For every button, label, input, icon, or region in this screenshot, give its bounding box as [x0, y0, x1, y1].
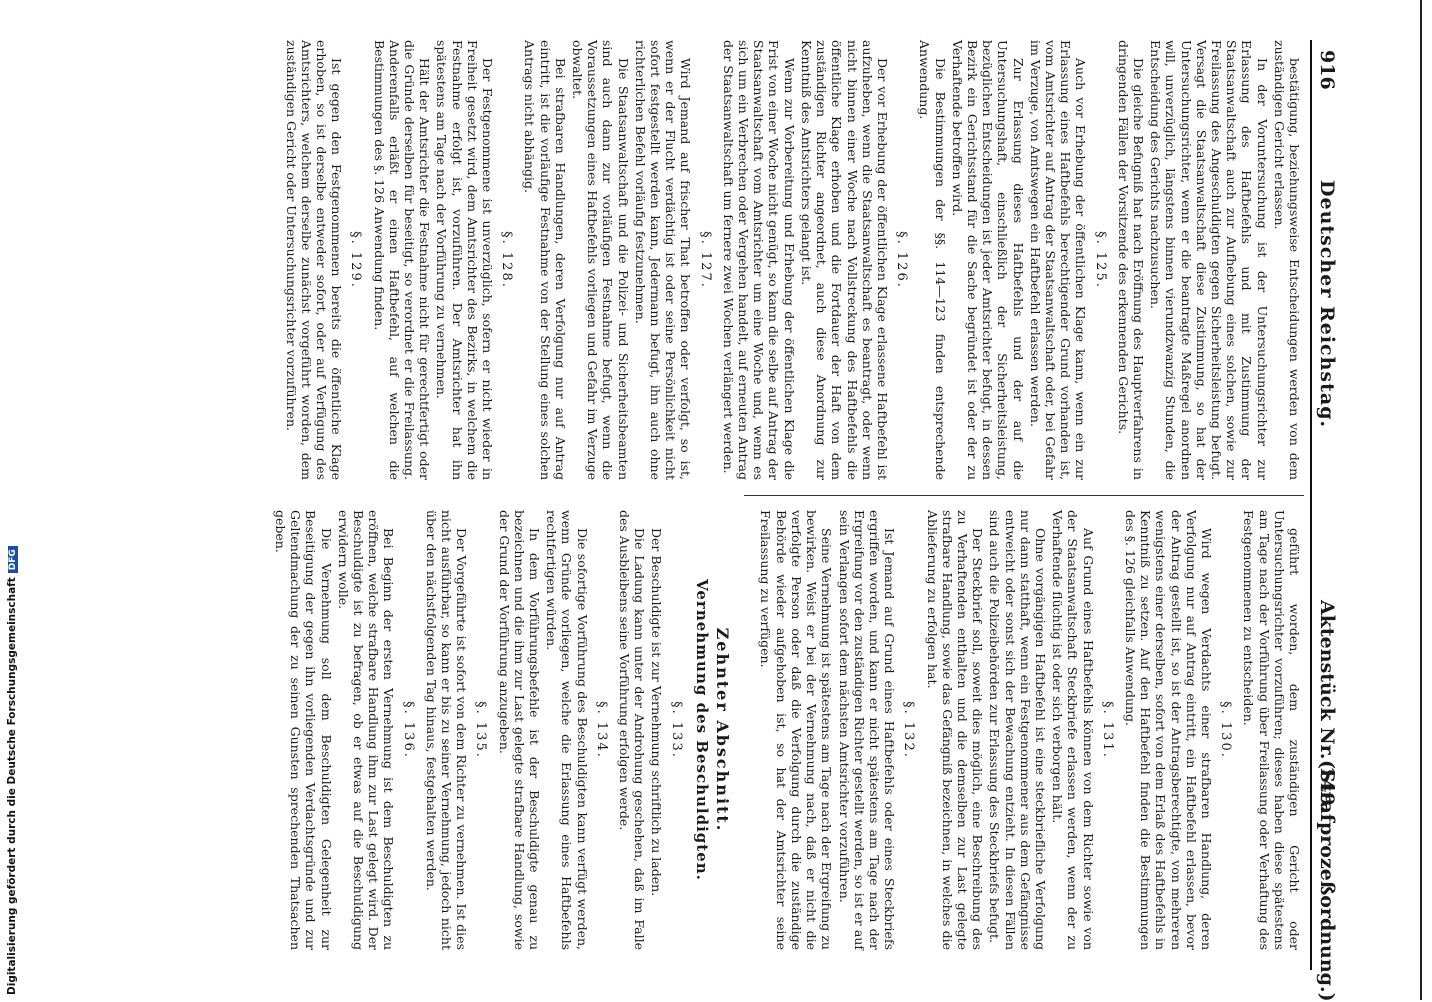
chapter-subheading: Vernehmung des Beschuldigten. [692, 579, 711, 881]
paragraph: Ohne vorgängigen Haftbefehl ist eine steckbriefliche Verfolgung nur dann statthaft, wenn ein Festgenommener aus dem Gefängnisse entweicht oder sonst sich der Bewachung entzieht. In diesen Fällen sind auch die Polizeibehörden zur Erlassung des Steckbriefs befugt. [987, 510, 1048, 950]
paragraph: Hält der Amtsrichter die Festnahme nicht für gerechtfertigt oder die Gründe derselben für beseitigt, so verordnet er die Freilassung. Anderenfalls erläßt er einen Haftbefehl, auf welchen die Bestimmungen des §. 126 Anwendung finden. [371, 40, 433, 480]
dfg-logo: DFG [8, 546, 18, 573]
paragraph: Der Steckbrief soll, soweit dies möglich, eine Beschreibung des zu Verhaftenden enthalten und die demselben zur Last gelegte strafbare Handlung, sowie das Gefängniß bezeichnen, in welches die Ablieferung zu erfolgen hat. [924, 510, 986, 950]
document-subject: (Strafprozeßordnung.) [1316, 760, 1338, 1002]
section-label: §. 135. [473, 701, 489, 759]
document-page [82, 40, 1342, 1002]
paragraph: Auf Grund eines Haftbefehls können von dem Richter sowie von der Staatsanwaltschaft Steckbriefe erlassen werden, wenn der zu Verhaftende flüchtig ist oder sich verborgen hält. [1050, 510, 1096, 950]
section-label: §. 129. [348, 231, 364, 289]
paragraph: Zur Erlassung dieses Haftbefehls und der auf die Untersuchungshaft, einschließlich der Sicherheitsleistung, bezüglichen Entscheidungen ist jeder Amtsrichter befugt, in dessen Bezirk ein Gerichtsstand für die Sache begründet ist oder der zu Verhaftende betroffen wird. [949, 40, 1026, 480]
right-column-lower [122, 510, 742, 950]
paragraph: In dem Vorführungsbefehle ist der Beschuldigte genau zu bezeichnen und die ihm zur Last gelegte strafbare Handlung, sowie der Grund der Vorführung anzugeben. [496, 510, 542, 950]
page-header [1310, 40, 1342, 1002]
left-column [283, 40, 1302, 480]
paragraph: Ist Jemand auf Grund eines Haftbefehls oder eines Steckbriefs ergriffen worden, und kann er nicht spätestens am Tage nach der Ergreifung vor den zuständigen Richter gestellt werden, so ist er auf sein Verlangen sofort dem nächsten Amtsrichter vorzuführen. [836, 510, 898, 950]
credit-text-wrapper [6, 549, 28, 995]
section-label: §. 134. [593, 701, 609, 759]
digitization-credit [4, 549, 30, 995]
column-divider [744, 495, 1304, 496]
paragraph: Die Ladung kann unter der Androhung geschehen, daß im Falle des Ausbleibens seine Vorführung erfolgen werde. [616, 510, 648, 950]
section-label: §. 128. [499, 231, 515, 289]
section-label: §. 126. [894, 231, 910, 289]
paragraph: Die Vernehmung soll dem Beschuldigten Gelegenheit zur Beseitigung der gegen ihn vorliegenden Verdachtsgründe und zur Geltendmachung der zu seinen Gunsten sprechenden Thatsachen geben. [272, 510, 334, 950]
paragraph: Der vor Erhebung der öffentlichen Klage erlassene Haftbefehl ist aufzuheben, wenn die Staatsanwaltschaft es beantragt, oder wenn nicht binnen einer Woche nach Vollstreckung des Haftbefehls die öffentliche Klage erhoben und die Fortdauer der Haft von dem zuständigen Richter angeordnet, auch diese Anordnung zur Kenntniß des Amtsrichters gelangt ist. [798, 40, 890, 480]
chapter-heading: Zehnter Abschnitt. [713, 627, 732, 833]
section-label: §. 136. [400, 701, 416, 759]
paragraph: Der Vorgeführte ist sofort von dem Richter zu vernehmen. Ist dies nicht ausführbar, so kann er bis zu seiner Vernehmung, jedoch nicht über den nächstfolgenden Tag hinaus, festgehalten werden. [423, 510, 470, 950]
paragraph: Der Beschuldigte ist zur Vernehmung schriftlich zu laden. [649, 528, 665, 897]
section-label: §. 127. [697, 231, 713, 289]
page-edge [1420, 0, 1422, 1000]
page-title: Deutscher Reichstag. [1316, 180, 1338, 429]
paragraph: Bei strafbaren Handlungen, deren Verfolgung nur auf Antrag eintritt, ist die vorläufige Festnahme von der Stellung eines solchen Antrags nicht abhängig. [522, 40, 568, 480]
paragraph: Auch vor Erhebung der öffentlichen Klage kann, wenn ein zur Erlassung eines Haftbefehls berechtigender Grund vorhanden ist, vom Amtsrichter auf Antrag der Staatsanwaltschaft oder, bei Gefahr im Verzuge, von Amtswegen ein Haftbefehl erlassen werden. [1027, 40, 1089, 480]
paragraph: geführt worden, dem zuständigen Gericht oder Untersuchungsrichter vorzuführen; dieses haben diese spätestens am Tage nach der Vorführung über Freilassung oder Verhaftung des Festgenommenen zu entscheiden. [1241, 510, 1302, 950]
credit-text: Digitalisierung gefördert durch die Deutsche Forschungsgemeinschaft [6, 577, 18, 995]
document-number: Aktenstück Nr. 149. [1316, 600, 1338, 813]
page-number: 916 [1316, 50, 1338, 90]
section-label: §. 130. [1218, 701, 1234, 759]
section-label: §. 132. [901, 701, 917, 759]
section-label: §. 131. [1099, 701, 1115, 759]
paragraph: Der Festgenommene ist unverzüglich, sofern er nicht wieder in Freiheit gesetzt wird, dem Amtsrichter des Bezirks, in welchem die Festnahme erfolgt ist, vorzuführen. Der Amtsrichter hat ihn spätestens am Tage nach der Vorführung zu vernehmen. [434, 40, 496, 480]
paragraph: Seine Vernehmung ist spätestens am Tage nach der Ergreifung zu bewirken. Weist er bei der Vernehmung nach, daß er nicht die verfolgte Person oder daß die Verfolgung durch die zuständige Behörde wieder aufgehoben ist, so hat der Amtsrichter seine Freilassung zu verfügen. [758, 510, 835, 950]
paragraph: Die Bestimmungen der §§. 114—123 finden entsprechende Anwendung. [917, 40, 948, 480]
paragraph: In der Voruntersuchung ist der Untersuchungsrichter zur Erlassung des Haftbefehls und mit Zustimmung der Staatsanwaltschaft auch zur Aufhebung eines solchen, sowie zur Freilassung des Angeschuldigten gegen Sicherheitsleistung befugt. Versagt die Staatsanwaltschaft diese Zustimmung, so hat der Untersuchungsrichter, wenn er die beantragte Maßregel anordnen will, unverzüglich, längstens binnen vierundzwanzig Stunden, die Entscheidung des Gerichts nachzusuchen. [1148, 40, 1270, 480]
paragraph: Bei Beginn der ersten Vernehmung ist dem Beschuldigten zu eröffnen, welche strafbare Handlung ihm zur Last gelegt wird. Der Beschuldigte ist zu befragen, ob er etwas auf die Beschuldigung erwidern wolle. [335, 510, 397, 950]
paragraph: Die gleiche Befugniß hat nach Eröffnung des Hauptverfahrens in dringenden Fällen der Vorsitzende des erkennenden Gerichts. [1115, 40, 1146, 480]
paragraph: Wird wegen Verdachts einer strafbaren Handlung, deren Verfolgung nur auf Antrag eintritt, ein Haftbefehl erlassen, bevor der Antrag gestellt ist, so ist der Antragsberechtigte, von mehreren wenigstens einer derselben, sofort von dem Erlaß des Haftbefehls in Kenntniß zu setzen. Auf den Haftbefehl finden die Bestimmungen des §. 126 gleichfalls Anwendung. [1122, 510, 1214, 950]
section-label: §. 133. [668, 701, 684, 759]
paragraph: Die sofortige Vorführung des Beschuldigten kann verfügt werden, wenn Gründe vorliegen, welche die Erlassung eines Haftbefehls rechtfertigen würden. [544, 510, 590, 950]
paragraph: Die Staatsanwaltschaft und die Polizei- und Sicherheitsbeamten sind auch dann zur vorläufigen Festnahme befugt, wenn die Voraussetzungen eines Haftbefehls vorliegen und Gefahr im Verzuge obwaltet. [570, 40, 631, 480]
paragraph: bestätigung, beziehungsweise Entscheidungen werden von dem zuständigen Gericht erlassen. [1271, 40, 1302, 480]
section-label: §. 125. [1092, 231, 1108, 289]
paragraph: Wird Jemand auf frischer That betroffen oder verfolgt, so ist, wenn er der Flucht verdächtig ist oder seine Persönlichkeit nicht sofort festgestellt werden kann, Jedermann befugt, ihn auch ohne richterlichen Befehl vorläufig festzunehmen. [632, 40, 694, 480]
paragraph: Wenn zur Vorbereitung und Erhebung der öffentlichen Klage die Frist von einer Woche nicht genügt, so kann die selbe auf Antrag der Staatsanwaltschaft vom Amtsrichter um eine Woche und, wenn es sich um ein Verbrechen oder Vergehen handelt, auf erneuten Antrag der Staatsanwaltschaft um fernere zwei Wochen verlängert werden. [720, 40, 797, 480]
right-column-upper [742, 510, 1302, 950]
paragraph: Ist gegen den Festgenommenen bereits die öffentliche Klage erhoben, so ist derselbe entweder sofort, oder auf Verfügung des Amtsrichters, welchem derselbe zunächst vorgeführt worden, dem zuständigen Gericht oder Untersuchungsrichter vorzuführen. [283, 40, 345, 480]
